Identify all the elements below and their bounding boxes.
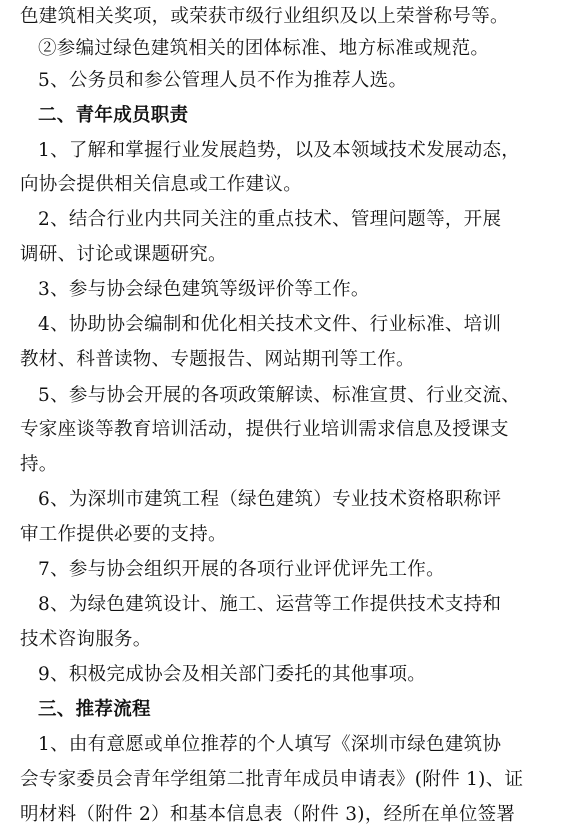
text-line: ②参编过绿色建筑相关的团体标准、地方标准或规范。 [38, 38, 490, 59]
text-line: 1、由有意愿或单位推荐的个人填写《深圳市绿色建筑协 [38, 734, 502, 755]
text-line: 1、了解和掌握行业发展趋势，以及本领域技术发展动态， [38, 140, 521, 161]
text-line: 明材料（附件 2）和基本信息表（附件 3)，经所在单位签署 [20, 804, 516, 825]
section-heading: 二、青年成员职责 [38, 105, 189, 126]
text-line: 5、参与协会开展的各项政策解读、标准宣贯、行业交流、 [38, 385, 521, 406]
text-line: 8、为绿色建筑设计、施工、运营等工作提供技术支持和 [38, 594, 502, 615]
text-line: 调研、讨论或课题研究。 [20, 244, 227, 265]
text-line: 5、公务员和参公管理人员不作为推荐人选。 [38, 70, 408, 91]
text-line: 3、参与协会绿色建筑等级评价等工作。 [38, 279, 370, 300]
text-line: 审工作提供必要的支持。 [20, 524, 227, 545]
text-line: 色建筑相关奖项，或荣获市级行业组织及以上荣誉称号等。 [20, 6, 509, 27]
text-line: 9、积极完成协会及相关部门委托的其他事项。 [38, 664, 427, 685]
text-line: 持。 [20, 454, 58, 475]
text-line: 6、为深圳市建筑工程（绿色建筑）专业技术资格职称评 [38, 489, 502, 510]
text-line: 4、协助协会编制和优化相关技术文件、行业标准、培训 [38, 314, 502, 335]
text-line: 教材、科普读物、专题报告、网站期刊等工作。 [20, 349, 415, 370]
text-line: 向协会提供相关信息或工作建议。 [20, 174, 303, 195]
text-line: 会专家委员会青年学组第二批青年成员申请表》(附件 1)、证 [20, 769, 524, 790]
text-line: 2、结合行业内共同关注的重点技术、管理问题等，开展 [38, 209, 502, 230]
text-line: 专家座谈等教育培训活动，提供行业培训需求信息及授课支 [20, 419, 509, 440]
text-line: 7、参与协会组织开展的各项行业评优评先工作。 [38, 559, 445, 580]
text-line: 技术咨询服务。 [20, 629, 152, 650]
section-heading: 三、推荐流程 [38, 699, 151, 720]
